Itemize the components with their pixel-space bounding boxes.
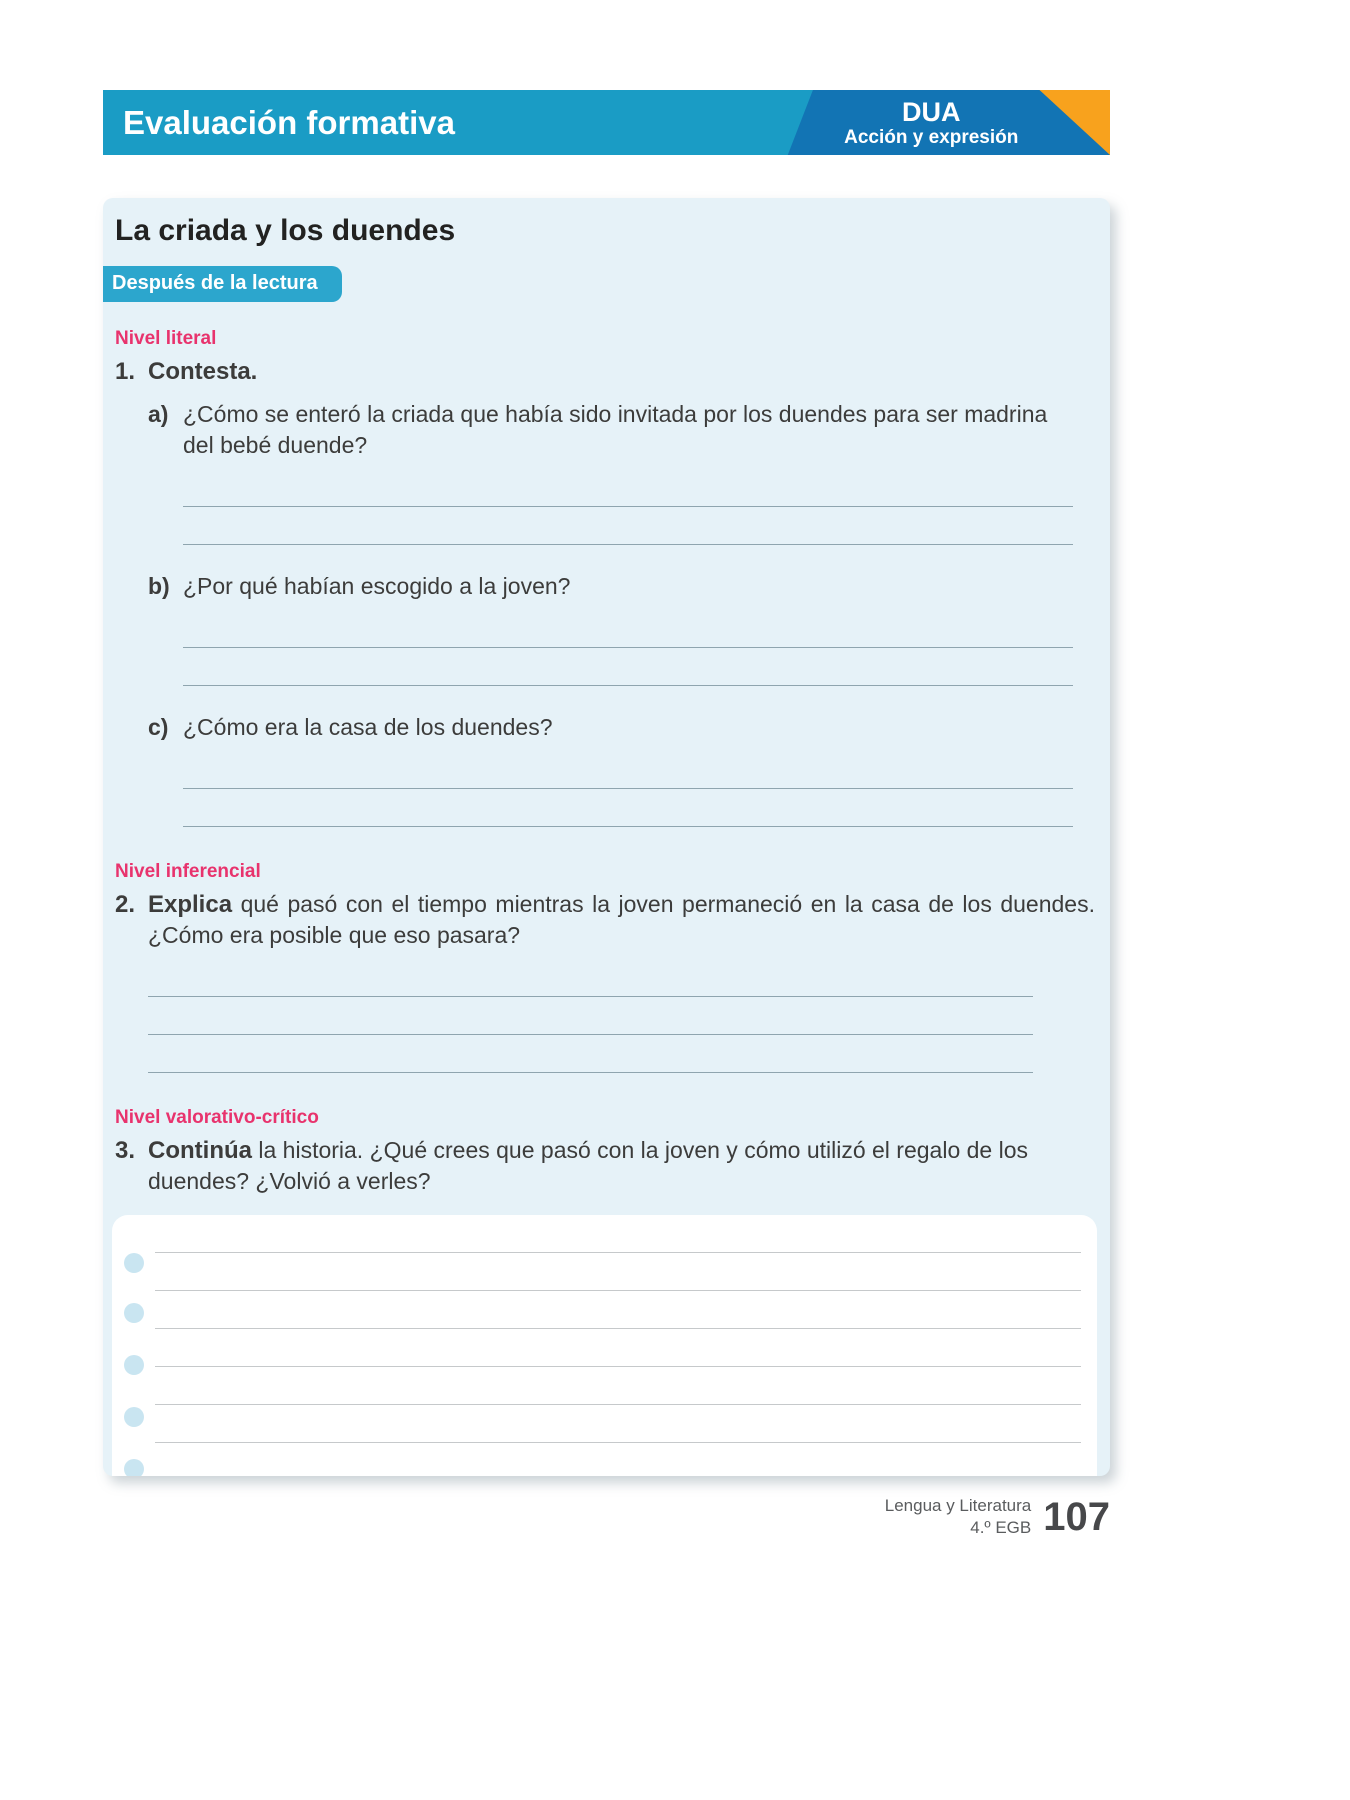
question-1c [148, 712, 1073, 827]
question-1b-text: ¿Por qué habían escogido a la joven? [183, 573, 571, 599]
question-3-number: 3. [115, 1137, 136, 1164]
ruled-line [155, 1329, 1081, 1367]
footer-grade: 4.º EGB [970, 1518, 1032, 1537]
question-3-body: la historia. ¿Qué crees que pasó con la joven y cómo utilizó el regalo de los duendes? ¿Volvió a verles? [148, 1137, 1029, 1194]
footer-text [885, 1495, 1032, 1539]
question-1-number: 1. [115, 358, 136, 385]
question-2-number: 2. [115, 891, 136, 918]
question-1b-row [148, 571, 1073, 602]
question-3-verb: Continúa [148, 1137, 252, 1164]
question-1c-answer-lines [183, 751, 1073, 827]
margin-dot [124, 1303, 144, 1323]
question-1b-label: b) [148, 573, 170, 599]
answer-line [183, 610, 1073, 648]
question-1a-row [148, 399, 1073, 461]
after-reading-label: Después de la lectura [112, 272, 318, 294]
question-2-verb: Explica [148, 891, 233, 918]
after-reading-ribbon [103, 266, 342, 302]
dua-badge [813, 90, 1050, 155]
question-1c-text: ¿Cómo era la casa de los duendes? [183, 714, 553, 740]
dua-label: DUA [901, 97, 961, 127]
answer-line [183, 507, 1073, 545]
question-1a-answer-lines [183, 469, 1073, 545]
ruled-line [155, 1443, 1081, 1476]
answer-line [183, 751, 1073, 789]
header-banner [103, 90, 1110, 155]
story-title: La criada y los duendes [115, 214, 456, 247]
question-1 [115, 356, 1095, 387]
question-3 [115, 1135, 1095, 1197]
question-1b [148, 571, 1073, 686]
ruled-line [155, 1253, 1081, 1291]
writing-area [112, 1215, 1097, 1476]
question-2-answer-lines [148, 959, 1033, 1073]
page-number: 107 [1043, 1495, 1110, 1539]
answer-line [183, 648, 1073, 686]
ruled-line [155, 1291, 1081, 1329]
footer-subject: Lengua y Literatura [884, 1496, 1032, 1515]
header-title: Evaluación formativa [123, 103, 455, 141]
footer [885, 1495, 1110, 1539]
answer-line [183, 469, 1073, 507]
ruled-line [155, 1215, 1081, 1253]
panel-inner [103, 198, 1110, 1476]
margin-dot [124, 1355, 144, 1375]
question-2-text [148, 889, 1095, 951]
question-1b-answer-lines [183, 610, 1073, 686]
heading-nivel-inferencial: Nivel inferencial [115, 861, 261, 882]
question-1a-text: ¿Cómo se enteró la criada que había sido invitada por los duendes para ser madrina del bebé duende? [183, 401, 1048, 458]
question-1c-label: c) [148, 714, 169, 740]
question-3-text [148, 1135, 1095, 1197]
question-1-instruction: Contesta. [148, 358, 258, 385]
answer-line [148, 959, 1033, 997]
ruled-line [155, 1405, 1081, 1443]
question-2 [115, 889, 1095, 951]
margin-dot [124, 1459, 144, 1476]
margin-dot [124, 1407, 144, 1427]
heading-nivel-valorativo: Nivel valorativo-crítico [115, 1107, 319, 1128]
dua-sublabel: Acción y expresión [844, 127, 1019, 148]
ruled-line [155, 1367, 1081, 1405]
answer-line [148, 1035, 1033, 1073]
content-panel [103, 198, 1110, 1476]
question-2-body: qué pasó con el tiempo mientras la joven permaneció en la casa de los duendes. ¿Cómo era posible que eso pasara? [148, 891, 1095, 948]
ruled-lines [112, 1215, 1097, 1476]
question-1a-label: a) [148, 401, 169, 427]
answer-line [148, 997, 1033, 1035]
question-1c-row [148, 712, 1073, 743]
question-1a [148, 399, 1073, 545]
answer-line [183, 789, 1073, 827]
heading-nivel-literal: Nivel literal [115, 328, 217, 349]
margin-dot [124, 1253, 144, 1273]
